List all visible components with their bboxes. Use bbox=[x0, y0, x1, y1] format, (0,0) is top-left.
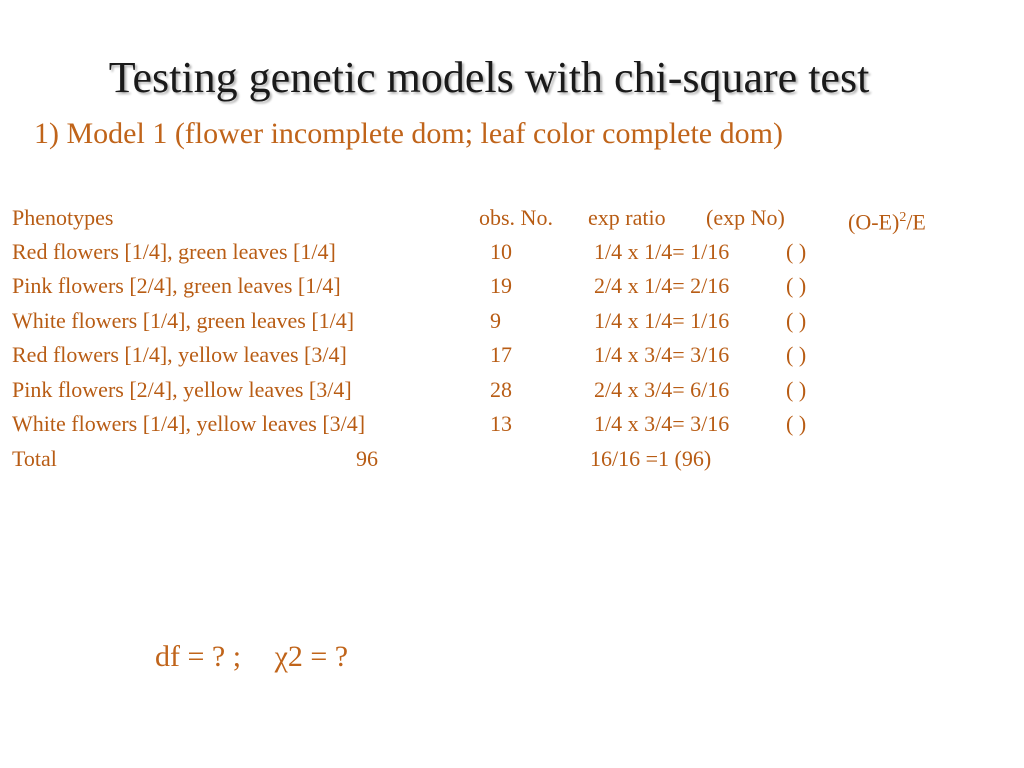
header-phenotypes: Phenotypes bbox=[12, 205, 114, 230]
slide-subtitle: 1) Model 1 (flower incomplete dom; leaf color complete dom) bbox=[34, 117, 783, 150]
total-label: Total bbox=[12, 446, 57, 471]
slide-title: Testing genetic models with chi-square test bbox=[108, 53, 870, 102]
row-phenotype: White flowers [1/4], yellow leaves [3/4] bbox=[12, 411, 366, 436]
row-phenotype: Red flowers [1/4], green leaves [1/4] bbox=[12, 239, 336, 264]
header-obs-no: obs. No. bbox=[479, 205, 553, 230]
row-exp: ( ) bbox=[786, 308, 807, 333]
chi-square-formula bbox=[155, 640, 348, 674]
row-phenotype: Pink flowers [2/4], yellow leaves [3/4] bbox=[12, 377, 352, 402]
row-obs: 19 bbox=[490, 273, 512, 298]
header-exp-ratio: exp ratio bbox=[588, 205, 666, 230]
row-phenotype: White flowers [1/4], green leaves [1/4] bbox=[12, 308, 355, 333]
header-chi-superscript: 2 bbox=[899, 210, 907, 225]
row-ratio: 1/4 x 1/4= 1/16 bbox=[594, 308, 730, 333]
row-obs: 9 bbox=[490, 308, 501, 333]
row-phenotype: Red flowers [1/4], yellow leaves [3/4] bbox=[12, 342, 347, 367]
header-chi-prefix: (O-E) bbox=[848, 209, 900, 235]
row-phenotype: Pink flowers [2/4], green leaves [1/4] bbox=[12, 273, 341, 298]
row-obs: 28 bbox=[490, 377, 512, 402]
row-ratio: 2/4 x 1/4= 2/16 bbox=[594, 273, 730, 298]
total-obs: 96 bbox=[356, 446, 378, 471]
row-ratio: 2/4 x 3/4= 6/16 bbox=[594, 377, 730, 402]
row-obs: 17 bbox=[490, 342, 512, 367]
df-question: df = ? ; bbox=[155, 640, 242, 673]
total-ratio: 16/16 =1 (96) bbox=[590, 446, 712, 471]
chi-square-question: χ2 = ? bbox=[274, 640, 349, 673]
row-obs: 10 bbox=[490, 239, 512, 264]
row-exp: ( ) bbox=[786, 239, 807, 264]
row-exp: ( ) bbox=[786, 377, 807, 402]
row-ratio: 1/4 x 1/4= 1/16 bbox=[594, 239, 730, 264]
row-exp: ( ) bbox=[786, 411, 807, 436]
header-chi-suffix: /E bbox=[906, 209, 926, 235]
row-exp: ( ) bbox=[786, 342, 807, 367]
row-obs: 13 bbox=[490, 411, 512, 436]
header-exp-no: (exp No) bbox=[706, 205, 785, 230]
row-ratio: 1/4 x 3/4= 3/16 bbox=[594, 342, 730, 367]
header-chi-component bbox=[848, 205, 926, 235]
row-exp: ( ) bbox=[786, 273, 807, 298]
row-ratio: 1/4 x 3/4= 3/16 bbox=[594, 411, 730, 436]
